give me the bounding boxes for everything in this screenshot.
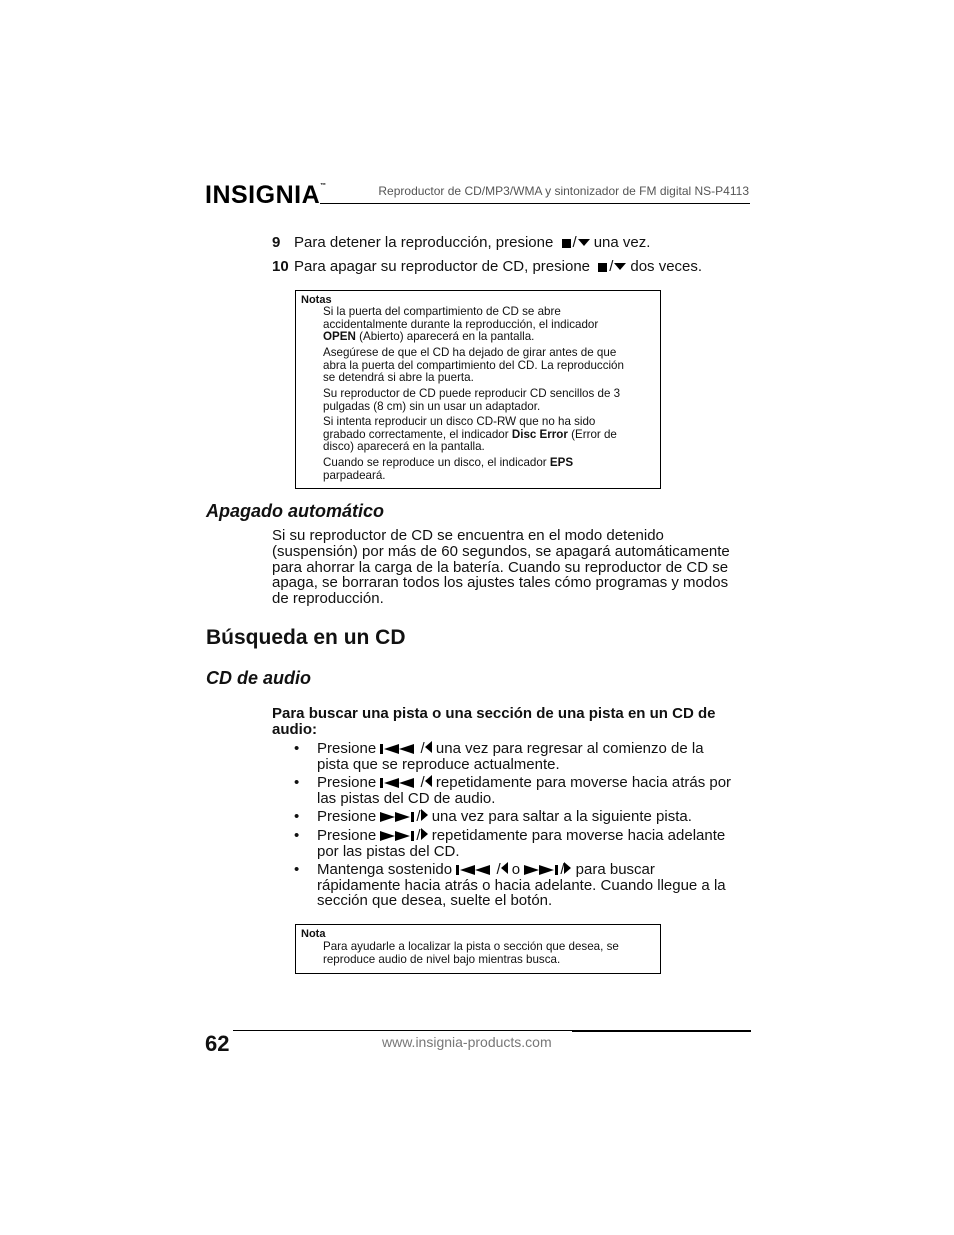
audio-cd-heading: CD de audio (206, 668, 312, 688)
left-triangle-icon (425, 741, 432, 757)
notes-box (295, 290, 661, 489)
down-arrow-icon (578, 239, 590, 246)
insignia-logo: INSIGNIA™ (205, 181, 327, 209)
down-arrow-icon (614, 263, 626, 270)
step-number: 9 (272, 234, 281, 251)
footer-url: www.insignia-products.com (382, 1034, 552, 1050)
note-box (295, 924, 661, 974)
notes-title: Notas (301, 294, 332, 306)
step-number: 10 (272, 258, 289, 275)
bullet-item: • Presione / una vez para saltar a la siguiente pista. (294, 808, 692, 825)
left-triangle-icon (425, 775, 432, 791)
bullet-item: • Presione / repetidamente para moverse hacia adelante por las pistas del CD. (294, 827, 726, 860)
step-10: 10 Para apagar su reproductor de CD, presione / dos veces. (272, 258, 703, 275)
auto-off-heading: Apagado automático (206, 501, 385, 521)
note-item-1: Si la puerta del compartimiento de CD se abre accidentalmente durante la reproducción, el indicador OPEN (Abierto) aparecerá en la pantalla. (323, 305, 599, 344)
footer-rule-thick (572, 1030, 751, 1032)
note-title: Nota (301, 928, 326, 940)
bullet-item: • Presione / una vez para regresar al comienzo de la pista que se reproduce actualmente. (294, 740, 704, 773)
right-triangle-icon (564, 862, 571, 878)
search-heading: Búsqueda en un CD (206, 626, 406, 649)
note-text: Para ayudarle a localizar la pista o sección que desea, se reproduce audio de nivel bajo mientras busca. (323, 940, 619, 966)
skip-forward-icon (380, 812, 416, 822)
skip-forward-icon (380, 831, 416, 841)
note-item-4: Si intenta reproducir un disco CD-RW que no ha sido grabado correctamente, el indicador Disc Error (Error de disco) aparecerá en la pantalla. (323, 415, 617, 454)
search-lead: Para buscar una pista o una sección de una pista en un CD de audio: (272, 705, 716, 738)
bullet-item: • Mantenga sostenido / o / para buscar rápidamente hacia atrás o hacia adelante. Cuando llegue a la sección que desea, suelte el botón. (294, 861, 726, 909)
header-title: Reproductor de CD/MP3/WMA y sintonizador de FM digital NS-P4113 (378, 184, 749, 198)
step-9: 9 Para detener la reproducción, presione / una vez. (272, 234, 651, 251)
note-item-2: Asegúrese de que el CD ha dejado de girar antes de que abra la puerta del compartimiento del CD. La reproducción se detendrá si abre la puerta. (323, 346, 624, 385)
right-triangle-icon (421, 828, 428, 844)
note-item-3: Su reproductor de CD puede reproducir CD sencillos de 3 pulgadas (8 cm) sin un usar un adaptador. (323, 387, 621, 413)
bullet-item: • Presione / repetidamente para moverse hacia atrás por las pistas del CD de audio. (294, 774, 732, 807)
left-triangle-icon (501, 862, 508, 878)
header-rule (320, 203, 750, 204)
stop-icon (562, 239, 571, 248)
auto-off-paragraph: Si su reproductor de CD se encuentra en el modo detenido (suspensión) por más de 60 segundos, se apagará automáticamente para ahorrar la carga de la batería. Cuando su reproductor de CD se apaga, se borraran todos los ajustes tales cómo programas y modos de reproducción. (272, 527, 730, 608)
skip-forward-icon (524, 865, 560, 875)
page-number: 62 (205, 1031, 230, 1056)
skip-back-icon (456, 865, 492, 875)
right-triangle-icon (421, 809, 428, 825)
skip-back-icon (380, 744, 416, 754)
stop-icon (598, 263, 607, 272)
skip-back-icon (380, 778, 416, 788)
note-item-5: Cuando se reproduce un disco, el indicador EPS parpadeará. (323, 456, 574, 482)
